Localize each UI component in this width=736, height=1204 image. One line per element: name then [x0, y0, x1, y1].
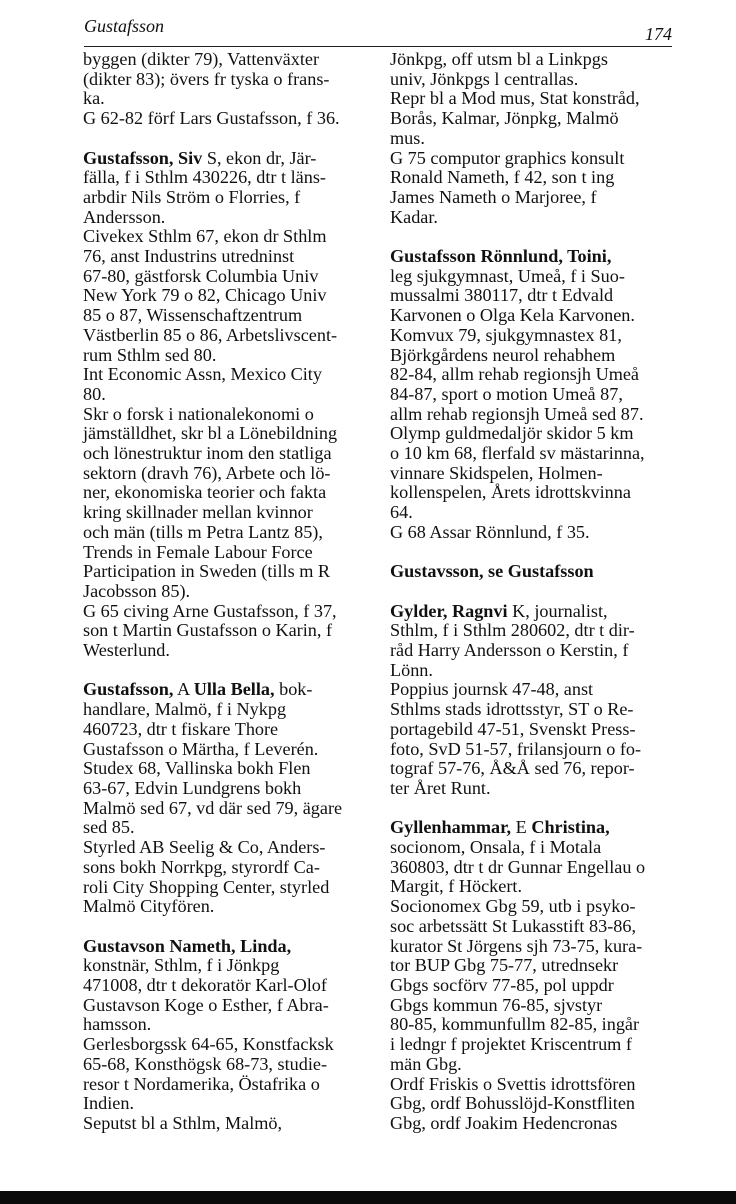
entry-text: o 10 km 68, flerfald sv mästarinna,	[390, 443, 645, 464]
text-line	[83, 621, 375, 641]
entry-text: fälla, f i Sthlm 430226, dtr t läns-	[83, 167, 326, 188]
entry	[83, 149, 375, 661]
text-line	[83, 346, 375, 366]
text-line	[83, 503, 375, 523]
text-line	[83, 267, 375, 287]
text-line	[83, 818, 375, 838]
entry-text: Styrled AB Seelig & Co, Anders-	[83, 837, 326, 858]
text-line	[83, 543, 375, 563]
text-line	[390, 1055, 682, 1075]
text-line	[83, 306, 375, 326]
entry-text: James Nameth o Marjoree, f	[390, 186, 597, 207]
text-line	[83, 759, 375, 779]
entry	[83, 50, 375, 129]
entry-text: Repr bl a Mod mus, Stat konstråd,	[390, 88, 640, 109]
text-line	[83, 464, 375, 484]
entry-text: i ledngr f projektet Kriscentrum f	[390, 1034, 632, 1055]
text-line	[83, 1035, 375, 1055]
entry-text: och lönestruktur inom den statliga	[83, 443, 332, 464]
scan-edge-bar	[0, 1191, 736, 1204]
entry-text: Civekex Sthlm 67, ekon dr Sthlm	[83, 226, 327, 247]
entry-text: S, ekon dr, Jär-	[202, 147, 317, 168]
entry-headname: Gustafsson, Siv	[83, 147, 203, 168]
entry-text: resor t Nordamerika, Östafrika o	[83, 1073, 320, 1094]
text-line	[83, 838, 375, 858]
entry-text: Gbgs kommun 76-85, sjvstyr	[390, 994, 603, 1015]
entry-text: Malmö sed 67, vd där sed 79, ägare	[83, 797, 343, 818]
text-line	[390, 1015, 682, 1035]
text-line	[83, 424, 375, 444]
entry-text: roli City Shopping Center, styrled	[83, 876, 330, 897]
text-line	[83, 109, 375, 129]
text-line	[83, 70, 375, 90]
text-line	[390, 109, 682, 129]
entry-text: ka.	[83, 88, 105, 109]
entry-text: G 65 civing Arne Gustafsson, f 37,	[83, 600, 337, 621]
text-line	[390, 405, 682, 425]
entry-text: 65-68, Konsthögsk 68-73, studie-	[83, 1053, 328, 1074]
entry-text: hamsson.	[83, 1014, 152, 1035]
text-line	[83, 1015, 375, 1035]
text-line	[390, 1114, 682, 1134]
text-line	[390, 1035, 682, 1055]
text-line	[390, 1075, 682, 1095]
text-line	[390, 503, 682, 523]
entry-text: 80-85, kommunfullm 82-85, ingår	[390, 1014, 640, 1035]
entry-text: ter Året Runt.	[390, 777, 491, 798]
entry-text: Borås, Kalmar, Jönpkg, Malmö	[390, 108, 619, 129]
text-line	[390, 286, 682, 306]
text-line	[390, 483, 682, 503]
entry-text: son t Martin Gustafsson o Karin, f	[83, 620, 333, 641]
entry-text: Malmö Cityfören.	[83, 896, 215, 917]
text-line	[390, 50, 682, 70]
text-line	[83, 680, 375, 700]
text-line	[390, 306, 682, 326]
entry-text: sektorn (dravh 76), Arbete och lö-	[83, 462, 331, 483]
text-line	[83, 405, 375, 425]
entry-text: Jacobsson 85).	[83, 580, 191, 601]
entry-text: Margit, f Höckert.	[390, 876, 522, 897]
entry-text: 360803, dtr t dr Gunnar Engellau o	[390, 856, 646, 877]
entry-text: Poppius journsk 47-48, anst	[390, 679, 594, 700]
text-line	[390, 247, 682, 267]
entry-text: råd Harry Andersson o Kerstin, f	[390, 640, 629, 661]
text-line	[83, 227, 375, 247]
text-line	[83, 976, 375, 996]
text-line	[83, 444, 375, 464]
entry-text: Participation in Sweden (tills m R	[83, 561, 331, 582]
text-line	[83, 1075, 375, 1095]
entry-text: K, journalist,	[507, 600, 608, 621]
text-line	[83, 1055, 375, 1075]
entry-text: kollenspelen, Årets idrottskvinna	[390, 482, 631, 503]
entry-text: Seputst bl a Sthlm, Malmö,	[83, 1112, 283, 1133]
entry-text: 64.	[390, 502, 413, 523]
text-line	[83, 365, 375, 385]
entry-text: arbdir Nils Ström o Florries, f	[83, 186, 301, 207]
entry-text: 460723, dtr t fiskare Thore	[83, 718, 279, 739]
entry-text: Skr o forsk i nationalekonomi o	[83, 403, 314, 424]
entry-text: socionom, Onsala, f i Motala	[390, 837, 602, 858]
entry-text: mussalmi 380117, dtr t Edvald	[390, 285, 614, 306]
text-line	[390, 759, 682, 779]
text-line	[390, 208, 682, 228]
entry-text: konstnär, Sthlm, f i Jönkpg	[83, 955, 280, 976]
text-line	[83, 956, 375, 976]
entry-text: Socionomex Gbg 59, utb i psyko-	[390, 896, 636, 917]
entry-text: Ronald Nameth, f 42, son t ing	[390, 167, 615, 188]
text-line	[390, 956, 682, 976]
entry-text: kurator St Jörgens sjh 73-75, kura-	[390, 935, 643, 956]
text-line	[390, 168, 682, 188]
entry-text: G 62-82 förf Lars Gustafsson, f 36.	[83, 108, 340, 129]
text-line	[83, 247, 375, 267]
text-line	[83, 286, 375, 306]
text-line	[390, 89, 682, 109]
text-line	[83, 562, 375, 582]
text-line	[390, 621, 682, 641]
text-line	[390, 877, 682, 897]
text-line	[390, 976, 682, 996]
text-line	[390, 937, 682, 957]
entry-headname: Gustafsson,	[83, 679, 174, 700]
entry-text: vinnare Skidspelen, Holmen-	[390, 462, 603, 483]
text-line	[83, 858, 375, 878]
entry-text: 63-67, Edvin Lundgrens bokh	[83, 777, 302, 798]
entry-text: E	[511, 817, 532, 838]
entry-text: Lönn.	[390, 659, 433, 680]
text-line	[390, 740, 682, 760]
entry-text: 84-87, sport o motion Umeå 87,	[390, 383, 623, 404]
entry-text: ner, ekonomiska teorier och fakta	[83, 482, 327, 503]
text-line	[390, 661, 682, 681]
text-line	[390, 346, 682, 366]
entry-text: sed 85.	[83, 817, 135, 838]
page-number: 174	[645, 24, 672, 44]
entry-text: Gustafsson o Märtha, f Leverén.	[83, 738, 319, 759]
text-line	[390, 838, 682, 858]
entry-text: allm rehab regionsjh Umeå sed 87.	[390, 403, 644, 424]
entry-text: Olymp guldmedaljör skidor 5 km	[390, 423, 634, 444]
text-line	[83, 149, 375, 169]
text-line	[83, 740, 375, 760]
entry	[83, 680, 375, 916]
entry-text: univ, Jönkpgs l centrallas.	[390, 68, 579, 89]
text-line	[390, 602, 682, 622]
entry-text: och män (tills m Petra Lantz 85),	[83, 521, 323, 542]
entry-text: Gbgs socförv 77-85, pol uppdr	[390, 974, 614, 995]
right-column	[390, 50, 682, 1153]
entry-text: Västberlin 85 o 86, Arbetslivscent-	[83, 324, 338, 345]
text-line	[390, 897, 682, 917]
entry-text: Sthlm, f i Sthlm 280602, dtr t dir-	[390, 620, 635, 641]
entry-headname: Gustavson Nameth, Linda,	[83, 935, 292, 956]
text-line	[83, 483, 375, 503]
text-line	[390, 996, 682, 1016]
entry-text: Komvux 79, sjukgymnastex 81,	[390, 324, 622, 345]
text-line	[390, 818, 682, 838]
entry-text: 85 o 87, Wissenschaftzentrum	[83, 305, 303, 326]
text-line	[390, 779, 682, 799]
text-line	[390, 444, 682, 464]
entry-text: Jönkpg, off utsm bl a Linkpgs	[390, 49, 608, 69]
entry-text: Gustavson Koge o Esther, f Abra-	[83, 994, 329, 1015]
entry	[83, 937, 375, 1134]
text-line	[390, 149, 682, 169]
text-line	[83, 937, 375, 957]
entry-headname: Gustavsson, se Gustafsson	[390, 561, 594, 582]
running-head: Gustafsson	[84, 16, 165, 36]
entry-text: leg sjukgymnast, Umeå, f i Suo-	[390, 265, 625, 286]
text-line	[83, 1094, 375, 1114]
text-line	[390, 326, 682, 346]
entry-headname: Gustafsson Rönnlund, Toini,	[390, 246, 612, 267]
text-line	[83, 89, 375, 109]
entry-text: tor BUP Gbg 75-77, utrednsekr	[390, 955, 619, 976]
text-line	[390, 720, 682, 740]
entry-text: G 68 Assar Rönnlund, f 35.	[390, 521, 590, 542]
text-line	[390, 641, 682, 661]
text-line	[390, 523, 682, 543]
entry-text: handlare, Malmö, f i Nykpg	[83, 699, 287, 720]
text-line	[83, 168, 375, 188]
left-column	[83, 50, 375, 1153]
entry-text: Indien.	[83, 1093, 135, 1114]
text-line	[83, 996, 375, 1016]
text-line	[83, 897, 375, 917]
entry-text: soc arbetssätt St Lukasstift 83-86,	[390, 915, 637, 936]
entry-text: män Gbg.	[390, 1053, 462, 1074]
text-line	[83, 523, 375, 543]
entry-text: Kadar.	[390, 206, 438, 227]
entry-text: Westerlund.	[83, 640, 170, 661]
entry-text: 471008, dtr t dekoratör Karl-Olof	[83, 975, 327, 995]
entry-text: byggen (dikter 79), Vattenväxter	[83, 49, 320, 69]
text-line	[390, 700, 682, 720]
text-line	[83, 700, 375, 720]
text-line	[83, 641, 375, 661]
entry-headname: Ulla Bella,	[193, 679, 275, 700]
entry-headname: Christina,	[531, 817, 610, 838]
entry-text: Trends in Female Labour Force	[83, 541, 313, 562]
entry-text: (dikter 83); övers fr tyska o frans-	[83, 68, 330, 89]
text-line	[83, 779, 375, 799]
text-line	[390, 858, 682, 878]
text-line	[83, 1114, 375, 1134]
entry-text: A	[173, 679, 194, 700]
entry-text: Andersson.	[83, 206, 166, 227]
entry	[390, 50, 682, 227]
text-line	[390, 680, 682, 700]
entry-text: mus.	[390, 127, 425, 148]
entry-text: kring skillnader mellan kvinnor	[83, 502, 313, 523]
text-line	[83, 582, 375, 602]
text-line	[390, 464, 682, 484]
text-line	[83, 799, 375, 819]
entry-text: portagebild 47-51, Svenskt Press-	[390, 718, 636, 739]
entry-text: Karvonen o Olga Kela Karvonen.	[390, 305, 635, 326]
entry-text: Sthlms stads idrottsstyr, ST o Re-	[390, 699, 634, 720]
entry-text: 67-80, gästforsk Columbia Univ	[83, 265, 319, 286]
text-line	[83, 602, 375, 622]
text-line	[390, 562, 682, 582]
text-line	[83, 188, 375, 208]
text-line	[390, 1094, 682, 1114]
text-line	[83, 208, 375, 228]
entry-text: bok-	[274, 679, 313, 700]
text-line	[390, 365, 682, 385]
entry-text: sons bokh Norrkpg, styrordf Ca-	[83, 856, 320, 877]
entry-text: 82-84, allm rehab regionsjh Umeå	[390, 364, 639, 385]
text-line	[390, 385, 682, 405]
entry-text: rum Sthlm sed 80.	[83, 344, 217, 365]
text-line	[83, 720, 375, 740]
text-line	[390, 70, 682, 90]
entry-text: tograf 57-76, Å&Å sed 76, repor-	[390, 758, 635, 779]
text-line	[83, 878, 375, 898]
entry-text: G 75 computor graphics konsult	[390, 147, 625, 168]
entry-text: Björkgårdens neurol rehabhem	[390, 344, 616, 365]
entry-text: Ordf Friskis o Svettis idrottsfören	[390, 1073, 636, 1094]
entry-text: 80.	[83, 383, 106, 404]
entry-text: jämställdhet, skr bl a Lönebildning	[83, 423, 338, 444]
text-line	[83, 385, 375, 405]
entry-text: Int Economic Assn, Mexico City	[83, 364, 322, 385]
entry-text: Gerlesborgssk 64-65, Konstfacksk	[83, 1034, 334, 1055]
text-line	[390, 917, 682, 937]
page-header	[84, 10, 672, 47]
entry-text: Gbg, ordf Bohusslöjd-Konstfliten	[390, 1093, 636, 1114]
entry-text: 76, anst Industrins utredninst	[83, 246, 295, 267]
text-line	[390, 424, 682, 444]
text-line	[83, 326, 375, 346]
entry-text: Studex 68, Vallinska bokh Flen	[83, 758, 311, 779]
entry-text: foto, SvD 51-57, frilansjourn o fo-	[390, 738, 642, 759]
text-line	[390, 188, 682, 208]
text-line	[83, 50, 375, 70]
entry-headname: Gylder, Ragnvi	[390, 600, 508, 621]
text-line	[390, 267, 682, 287]
entry-text: New York 79 o 82, Chicago Univ	[83, 285, 327, 306]
entry-headname: Gyllenhammar,	[390, 817, 512, 838]
entry	[390, 602, 682, 799]
entry	[390, 562, 682, 582]
entry	[390, 818, 682, 1133]
text-line	[390, 129, 682, 149]
entry-text: Gbg, ordf Joakim Hedencronas	[390, 1112, 618, 1133]
entry	[390, 247, 682, 543]
